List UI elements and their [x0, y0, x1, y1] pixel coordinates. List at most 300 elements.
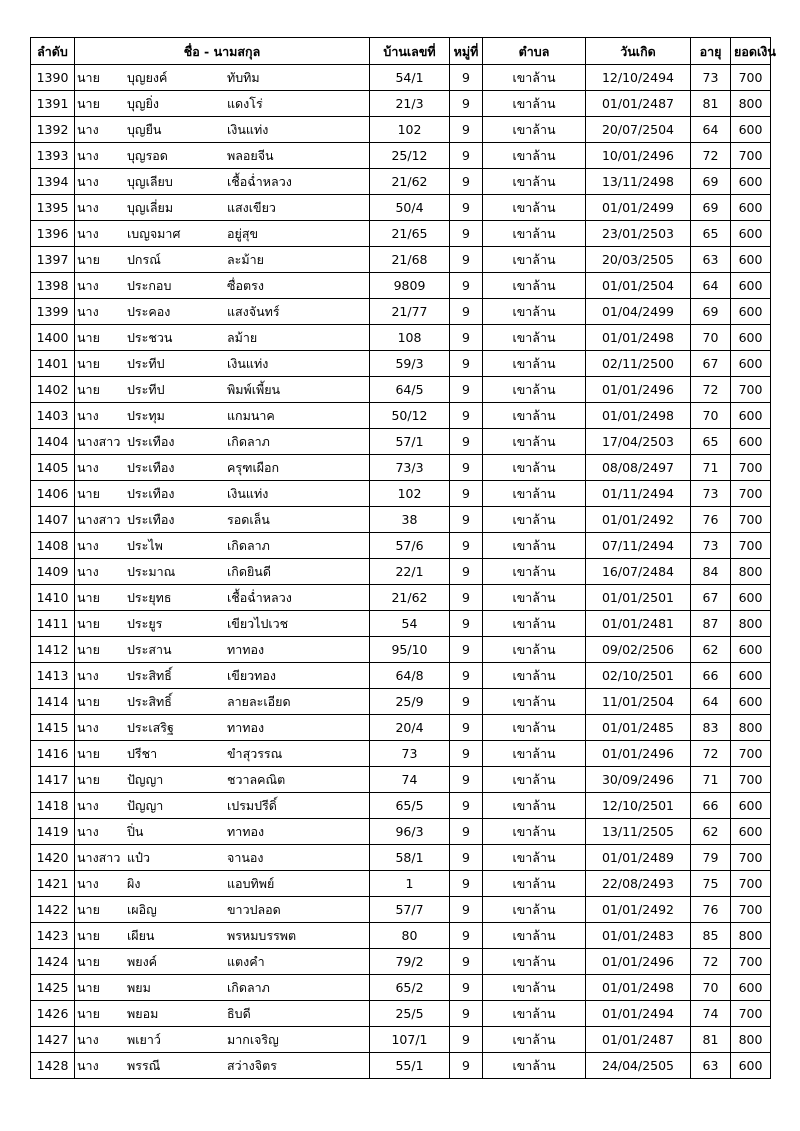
- cell-house: 96/3: [370, 819, 450, 845]
- cell-dob: 01/01/2485: [586, 715, 691, 741]
- first-name: ประกอบ: [127, 278, 172, 293]
- cell-age: 72: [691, 143, 731, 169]
- cell-tambon: เขาล้าน: [483, 65, 586, 91]
- table-row: [31, 949, 771, 975]
- cell-amount: 600: [731, 1053, 771, 1079]
- cell-age: 66: [691, 793, 731, 819]
- cell-amount: 600: [731, 637, 771, 663]
- first-name: ประเทือง: [127, 434, 175, 449]
- last-name: แกมนาค: [227, 408, 275, 423]
- name-prefix: นาง: [77, 824, 99, 839]
- last-name: เชื้อฉ่ำหลวง: [227, 174, 292, 189]
- table-row: [31, 871, 771, 897]
- table-row: [31, 559, 771, 585]
- last-name: พลอยจีน: [227, 148, 274, 163]
- cell-dob: 01/01/2489: [586, 845, 691, 871]
- cell-tambon: เขาล้าน: [483, 819, 586, 845]
- cell-dob: 23/01/2503: [586, 221, 691, 247]
- name-prefix: นาง: [77, 564, 99, 579]
- cell-no: 1427: [31, 1027, 75, 1053]
- cell-amount: 600: [731, 247, 771, 273]
- cell-no: 1401: [31, 351, 75, 377]
- cell-amount: 600: [731, 975, 771, 1001]
- cell-name: [75, 325, 370, 351]
- cell-tambon: เขาล้าน: [483, 377, 586, 403]
- cell-amount: 800: [731, 923, 771, 949]
- table-row: [31, 689, 771, 715]
- first-name: ประคอง: [127, 304, 171, 319]
- cell-amount: 600: [731, 429, 771, 455]
- cell-moo: 9: [450, 637, 483, 663]
- table-row: [31, 403, 771, 429]
- cell-no: 1404: [31, 429, 75, 455]
- cell-house: 25/12: [370, 143, 450, 169]
- cell-house: 1: [370, 871, 450, 897]
- cell-name: [75, 923, 370, 949]
- cell-age: 63: [691, 247, 731, 273]
- header-tambon: ตำบล: [483, 38, 586, 65]
- cell-tambon: เขาล้าน: [483, 923, 586, 949]
- cell-age: 87: [691, 611, 731, 637]
- cell-amount: 600: [731, 195, 771, 221]
- cell-no: 1413: [31, 663, 75, 689]
- first-name: ประสิทธิ์: [127, 694, 172, 709]
- cell-no: 1403: [31, 403, 75, 429]
- table-row: [31, 429, 771, 455]
- table-row: [31, 819, 771, 845]
- last-name: เกิดลาภ: [227, 538, 270, 553]
- cell-name: [75, 611, 370, 637]
- cell-no: 1394: [31, 169, 75, 195]
- cell-dob: 01/01/2504: [586, 273, 691, 299]
- cell-no: 1393: [31, 143, 75, 169]
- name-prefix: นาย: [77, 954, 100, 969]
- cell-house: 38: [370, 507, 450, 533]
- cell-tambon: เขาล้าน: [483, 299, 586, 325]
- name-prefix: นางสาว: [77, 850, 121, 865]
- cell-moo: 9: [450, 793, 483, 819]
- cell-house: 57/7: [370, 897, 450, 923]
- name-prefix: นาง: [77, 798, 99, 813]
- cell-house: 73/3: [370, 455, 450, 481]
- cell-moo: 9: [450, 221, 483, 247]
- header-moo: หมู่ที่: [450, 38, 483, 65]
- cell-no: 1428: [31, 1053, 75, 1079]
- last-name: ทาทอง: [227, 642, 265, 657]
- cell-age: 69: [691, 299, 731, 325]
- cell-moo: 9: [450, 273, 483, 299]
- cell-name: [75, 741, 370, 767]
- cell-dob: 01/01/2487: [586, 1027, 691, 1053]
- cell-no: 1423: [31, 923, 75, 949]
- cell-tambon: เขาล้าน: [483, 169, 586, 195]
- cell-age: 73: [691, 65, 731, 91]
- cell-tambon: เขาล้าน: [483, 689, 586, 715]
- cell-amount: 700: [731, 481, 771, 507]
- cell-name: [75, 585, 370, 611]
- cell-tambon: เขาล้าน: [483, 741, 586, 767]
- cell-no: 1426: [31, 1001, 75, 1027]
- first-name: ปัญญา: [127, 798, 164, 813]
- first-name: พยม: [127, 980, 151, 995]
- cell-no: 1425: [31, 975, 75, 1001]
- name-prefix: นาง: [77, 720, 99, 735]
- cell-moo: 9: [450, 169, 483, 195]
- name-prefix: นางสาว: [77, 512, 121, 527]
- cell-name: [75, 195, 370, 221]
- cell-tambon: เขาล้าน: [483, 429, 586, 455]
- cell-name: [75, 455, 370, 481]
- cell-moo: 9: [450, 819, 483, 845]
- table-row: [31, 481, 771, 507]
- cell-name: [75, 247, 370, 273]
- cell-tambon: เขาล้าน: [483, 455, 586, 481]
- cell-tambon: เขาล้าน: [483, 663, 586, 689]
- cell-name: [75, 793, 370, 819]
- table-row: [31, 793, 771, 819]
- last-name: ชวาลคณิต: [227, 772, 286, 787]
- cell-moo: 9: [450, 299, 483, 325]
- first-name: ประเสริฐ: [127, 720, 174, 735]
- last-name: แสงเขียว: [227, 200, 276, 215]
- cell-moo: 9: [450, 91, 483, 117]
- table-row: [31, 299, 771, 325]
- table-row: [31, 195, 771, 221]
- cell-name: [75, 403, 370, 429]
- table-row: [31, 247, 771, 273]
- name-prefix: นาง: [77, 1032, 99, 1047]
- cell-amount: 700: [731, 455, 771, 481]
- first-name: บุญเลียบ: [127, 174, 173, 189]
- cell-house: 108: [370, 325, 450, 351]
- name-prefix: นางสาว: [77, 434, 121, 449]
- name-prefix: นาย: [77, 590, 100, 605]
- name-prefix: นาง: [77, 148, 99, 163]
- name-prefix: นาย: [77, 252, 100, 267]
- cell-moo: 9: [450, 1001, 483, 1027]
- cell-no: 1399: [31, 299, 75, 325]
- cell-house: 64/8: [370, 663, 450, 689]
- cell-amount: 600: [731, 117, 771, 143]
- cell-no: 1422: [31, 897, 75, 923]
- first-name: ประสิทธิ์: [127, 668, 172, 683]
- cell-age: 71: [691, 455, 731, 481]
- cell-dob: 01/01/2498: [586, 975, 691, 1001]
- cell-age: 64: [691, 117, 731, 143]
- cell-name: [75, 299, 370, 325]
- cell-name: [75, 1001, 370, 1027]
- first-name: เบญจมาศ: [127, 226, 181, 241]
- header-age: อายุ: [691, 38, 731, 65]
- cell-amount: 800: [731, 715, 771, 741]
- cell-moo: 9: [450, 741, 483, 767]
- cell-house: 21/62: [370, 585, 450, 611]
- name-prefix: นาง: [77, 1058, 99, 1073]
- first-name: บุญยืน: [127, 122, 162, 137]
- cell-house: 21/3: [370, 91, 450, 117]
- cell-dob: 01/01/2494: [586, 1001, 691, 1027]
- last-name: พิมพ์เพี้ยน: [227, 382, 281, 397]
- cell-house: 57/1: [370, 429, 450, 455]
- last-name: พรหมบรรพต: [227, 928, 297, 943]
- last-name: ทับทิม: [227, 70, 260, 85]
- cell-house: 58/1: [370, 845, 450, 871]
- name-prefix: นาง: [77, 304, 99, 319]
- last-name: เขียวไปเวช: [227, 616, 289, 631]
- last-name: เงินแท่ง: [227, 122, 269, 137]
- cell-no: 1408: [31, 533, 75, 559]
- cell-amount: 700: [731, 897, 771, 923]
- last-name: มากเจริญ: [227, 1032, 279, 1047]
- table-row: [31, 585, 771, 611]
- cell-moo: 9: [450, 247, 483, 273]
- name-prefix: นาย: [77, 772, 100, 787]
- table-row: [31, 1027, 771, 1053]
- cell-name: [75, 273, 370, 299]
- name-prefix: นาย: [77, 642, 100, 657]
- cell-house: 73: [370, 741, 450, 767]
- name-prefix: นาง: [77, 278, 99, 293]
- cell-no: 1402: [31, 377, 75, 403]
- cell-dob: 08/08/2497: [586, 455, 691, 481]
- cell-house: 107/1: [370, 1027, 450, 1053]
- cell-age: 73: [691, 533, 731, 559]
- table-row: [31, 507, 771, 533]
- first-name: พยงค์: [127, 954, 158, 969]
- cell-dob: 10/01/2496: [586, 143, 691, 169]
- cell-name: [75, 65, 370, 91]
- last-name: ขำสุวรรณ: [227, 746, 283, 761]
- cell-amount: 600: [731, 351, 771, 377]
- last-name: เปรมปรีดิ์: [227, 798, 277, 813]
- cell-tambon: เขาล้าน: [483, 897, 586, 923]
- cell-age: 64: [691, 273, 731, 299]
- cell-name: [75, 221, 370, 247]
- cell-moo: 9: [450, 689, 483, 715]
- name-prefix: นาย: [77, 616, 100, 631]
- cell-moo: 9: [450, 559, 483, 585]
- last-name: ลม้าย: [227, 330, 258, 345]
- cell-age: 72: [691, 377, 731, 403]
- last-name: เงินแท่ง: [227, 486, 269, 501]
- cell-no: 1396: [31, 221, 75, 247]
- cell-tambon: เขาล้าน: [483, 195, 586, 221]
- cell-age: 73: [691, 481, 731, 507]
- cell-amount: 600: [731, 169, 771, 195]
- cell-age: 72: [691, 741, 731, 767]
- first-name: ประสาน: [127, 642, 172, 657]
- cell-house: 79/2: [370, 949, 450, 975]
- table-row: [31, 741, 771, 767]
- cell-tambon: เขาล้าน: [483, 585, 586, 611]
- last-name: แตงคำ: [227, 954, 265, 969]
- cell-no: 1424: [31, 949, 75, 975]
- cell-age: 66: [691, 663, 731, 689]
- cell-name: [75, 91, 370, 117]
- cell-dob: 01/01/2499: [586, 195, 691, 221]
- last-name: อยู่สุข: [227, 226, 259, 241]
- cell-name: [75, 377, 370, 403]
- table-row: [31, 715, 771, 741]
- cell-name: [75, 559, 370, 585]
- first-name: บุญเลี่ยม: [127, 200, 174, 215]
- cell-amount: 800: [731, 559, 771, 585]
- cell-age: 72: [691, 949, 731, 975]
- table-row: [31, 1053, 771, 1079]
- table-row: [31, 377, 771, 403]
- name-prefix: นาง: [77, 668, 99, 683]
- cell-dob: 13/11/2505: [586, 819, 691, 845]
- cell-house: 25/5: [370, 1001, 450, 1027]
- first-name: ปกรณ์: [127, 252, 161, 267]
- cell-age: 79: [691, 845, 731, 871]
- header-amount: ยอดเงิน: [731, 38, 771, 65]
- cell-amount: 800: [731, 1027, 771, 1053]
- name-prefix: นาง: [77, 460, 99, 475]
- header-dob: วันเกิด: [586, 38, 691, 65]
- cell-moo: 9: [450, 871, 483, 897]
- cell-house: 21/65: [370, 221, 450, 247]
- last-name: แดงโร่: [227, 96, 263, 111]
- name-prefix: นาง: [77, 200, 99, 215]
- name-prefix: นาง: [77, 876, 99, 891]
- cell-name: [75, 949, 370, 975]
- last-name: เงินแท่ง: [227, 356, 269, 371]
- last-name: สว่างจิตร: [227, 1058, 277, 1073]
- cell-dob: 01/01/2492: [586, 507, 691, 533]
- cell-house: 55/1: [370, 1053, 450, 1079]
- table-row: [31, 533, 771, 559]
- table-row: [31, 325, 771, 351]
- cell-moo: 9: [450, 923, 483, 949]
- cell-house: 95/10: [370, 637, 450, 663]
- name-prefix: นาย: [77, 980, 100, 995]
- cell-amount: 700: [731, 949, 771, 975]
- cell-no: 1395: [31, 195, 75, 221]
- cell-age: 65: [691, 221, 731, 247]
- first-name: ประชวน: [127, 330, 173, 345]
- cell-amount: 600: [731, 689, 771, 715]
- last-name: เขียวทอง: [227, 668, 277, 683]
- cell-no: 1398: [31, 273, 75, 299]
- cell-age: 63: [691, 1053, 731, 1079]
- cell-tambon: เขาล้าน: [483, 403, 586, 429]
- cell-age: 84: [691, 559, 731, 585]
- cell-age: 69: [691, 195, 731, 221]
- cell-house: 54: [370, 611, 450, 637]
- cell-dob: 13/11/2498: [586, 169, 691, 195]
- cell-house: 20/4: [370, 715, 450, 741]
- cell-name: [75, 819, 370, 845]
- table-row: [31, 117, 771, 143]
- first-name: เผียน: [127, 928, 155, 943]
- cell-amount: 600: [731, 273, 771, 299]
- cell-dob: 07/11/2494: [586, 533, 691, 559]
- first-name: ประไพ: [127, 538, 163, 553]
- name-prefix: นาง: [77, 538, 99, 553]
- cell-house: 25/9: [370, 689, 450, 715]
- cell-age: 76: [691, 897, 731, 923]
- cell-dob: 01/01/2501: [586, 585, 691, 611]
- header-name: ชื่อ - นามสกุล: [75, 38, 370, 65]
- cell-dob: 01/01/2496: [586, 949, 691, 975]
- name-prefix: นาย: [77, 902, 100, 917]
- header-no: ลำดับ: [31, 38, 75, 65]
- first-name: ปรีชา: [127, 746, 158, 761]
- first-name: บุญรอด: [127, 148, 168, 163]
- last-name: ทาทอง: [227, 824, 265, 839]
- cell-house: 50/12: [370, 403, 450, 429]
- cell-no: 1416: [31, 741, 75, 767]
- cell-name: [75, 117, 370, 143]
- name-prefix: นาย: [77, 694, 100, 709]
- table-row: [31, 91, 771, 117]
- table-row: [31, 455, 771, 481]
- cell-tambon: เขาล้าน: [483, 1027, 586, 1053]
- last-name: ทาทอง: [227, 720, 265, 735]
- cell-house: 22/1: [370, 559, 450, 585]
- cell-moo: 9: [450, 429, 483, 455]
- cell-house: 21/77: [370, 299, 450, 325]
- cell-name: [75, 1027, 370, 1053]
- cell-no: 1391: [31, 91, 75, 117]
- table-row: [31, 351, 771, 377]
- cell-dob: 01/04/2499: [586, 299, 691, 325]
- cell-no: 1406: [31, 481, 75, 507]
- cell-no: 1414: [31, 689, 75, 715]
- cell-no: 1392: [31, 117, 75, 143]
- name-prefix: นาย: [77, 486, 100, 501]
- cell-amount: 700: [731, 507, 771, 533]
- first-name: เผอิญ: [127, 902, 157, 917]
- table-row: [31, 143, 771, 169]
- cell-age: 81: [691, 91, 731, 117]
- cell-amount: 600: [731, 221, 771, 247]
- cell-dob: 01/01/2498: [586, 403, 691, 429]
- cell-dob: 02/11/2500: [586, 351, 691, 377]
- first-name: ประเทือง: [127, 512, 175, 527]
- cell-name: [75, 663, 370, 689]
- last-name: ลายละเอียด: [227, 694, 291, 709]
- cell-name: [75, 481, 370, 507]
- cell-age: 71: [691, 767, 731, 793]
- cell-house: 74: [370, 767, 450, 793]
- cell-tambon: เขาล้าน: [483, 975, 586, 1001]
- cell-amount: 600: [731, 819, 771, 845]
- cell-tambon: เขาล้าน: [483, 247, 586, 273]
- cell-moo: 9: [450, 65, 483, 91]
- cell-amount: 700: [731, 377, 771, 403]
- name-prefix: นาง: [77, 408, 99, 423]
- cell-amount: 700: [731, 143, 771, 169]
- cell-moo: 9: [450, 117, 483, 143]
- cell-age: 75: [691, 871, 731, 897]
- first-name: ประยุทธ: [127, 590, 172, 605]
- cell-name: [75, 169, 370, 195]
- cell-amount: 700: [731, 741, 771, 767]
- cell-moo: 9: [450, 975, 483, 1001]
- cell-dob: 16/07/2484: [586, 559, 691, 585]
- last-name: แสงจันทร์: [227, 304, 280, 319]
- cell-tambon: เขาล้าน: [483, 91, 586, 117]
- cell-moo: 9: [450, 845, 483, 871]
- cell-tambon: เขาล้าน: [483, 481, 586, 507]
- cell-amount: 600: [731, 325, 771, 351]
- cell-amount: 700: [731, 65, 771, 91]
- cell-no: 1421: [31, 871, 75, 897]
- name-prefix: นาย: [77, 928, 100, 943]
- name-prefix: นาย: [77, 1006, 100, 1021]
